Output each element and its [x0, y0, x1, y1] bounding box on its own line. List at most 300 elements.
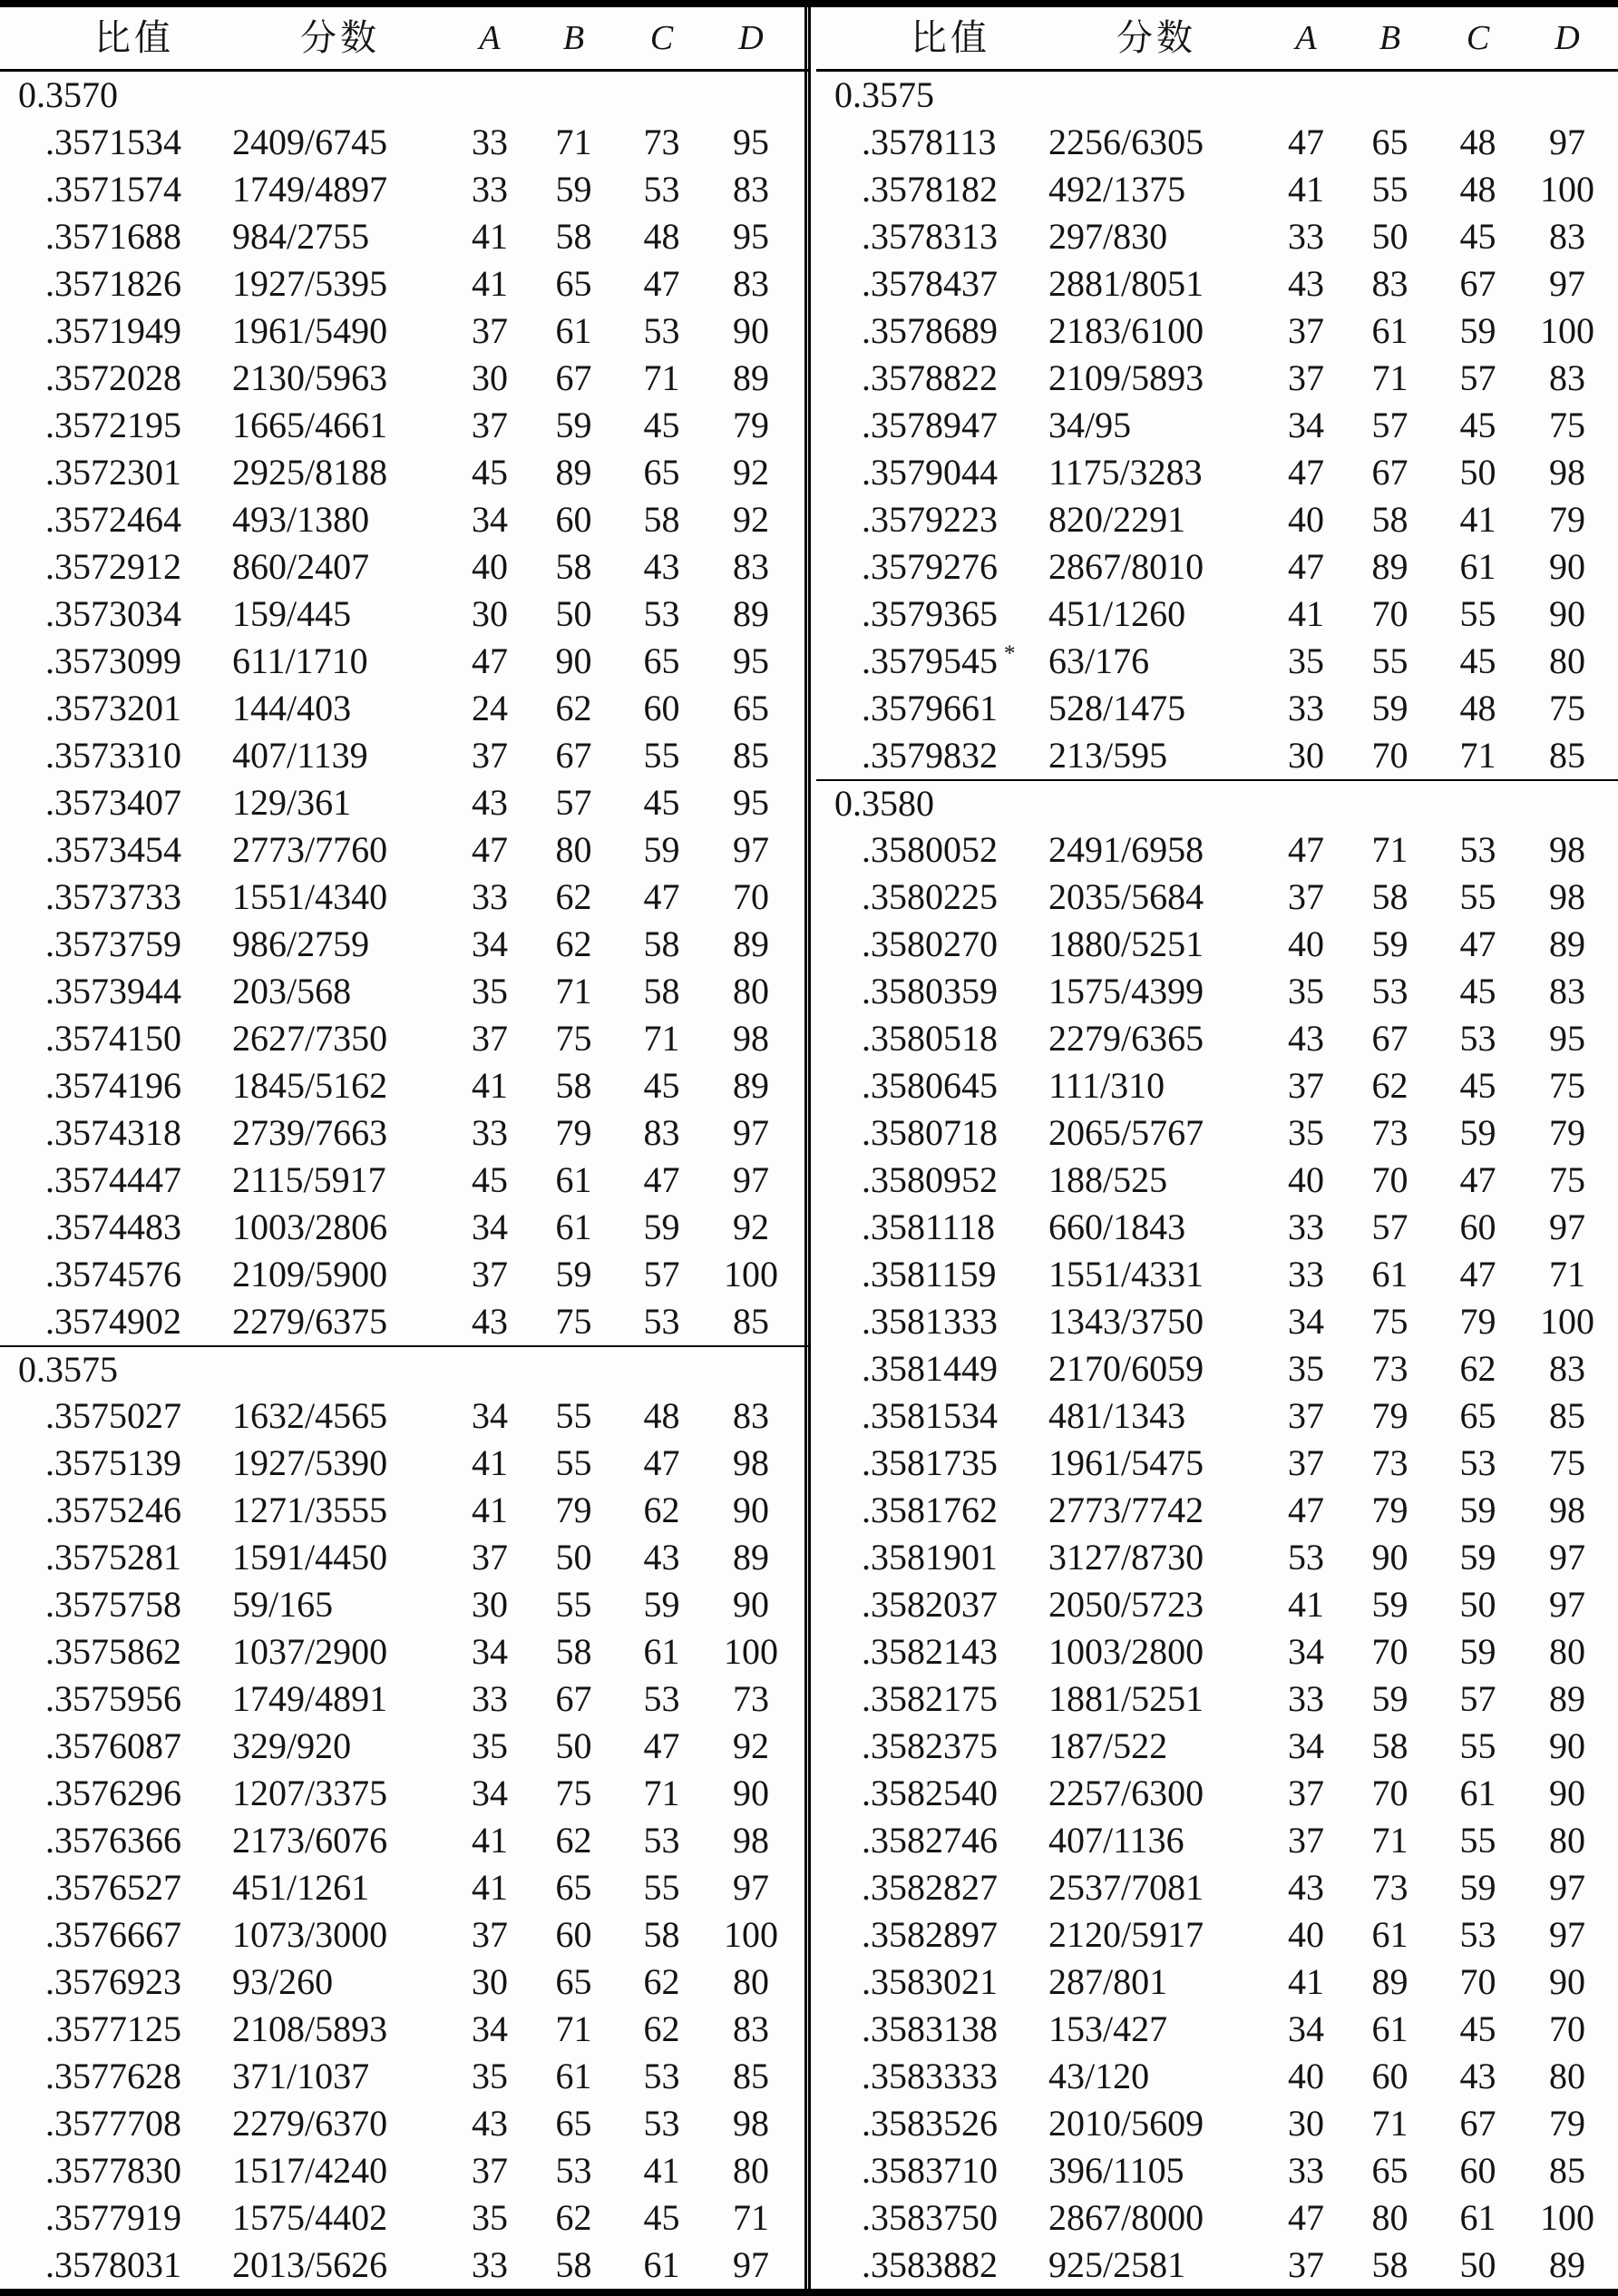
c-cell: 47 — [1459, 923, 1496, 964]
a-cell: 33 — [1288, 1678, 1324, 1719]
a-cell: 37 — [472, 405, 508, 445]
b-cell: 83 — [1371, 263, 1408, 304]
page-bottom-border — [0, 2289, 1618, 2296]
c-cell: 43 — [1459, 2056, 1496, 2096]
ratio-cell: .3582827 — [862, 1867, 998, 1908]
a-cell: 47 — [1288, 452, 1324, 493]
d-cell: 100 — [724, 1631, 778, 1672]
c-cell: 48 — [1459, 122, 1496, 162]
fraction-cell: 2115/5917 — [232, 1159, 386, 1200]
d-cell: 100 — [1540, 169, 1594, 210]
ratio-cell: .3579365 — [862, 593, 998, 634]
fraction-cell: 492/1375 — [1048, 169, 1186, 210]
ratio-cell: .3577830 — [45, 2150, 181, 2191]
b-cell: 75 — [555, 1018, 592, 1059]
section-header-row — [0, 1345, 809, 1392]
table-row — [816, 874, 1618, 921]
a-cell: 47 — [472, 640, 508, 681]
fraction-cell: 820/2291 — [1048, 499, 1186, 540]
fraction-cell: 2279/6370 — [232, 2103, 388, 2144]
table-row — [0, 1440, 809, 1487]
d-cell: 79 — [1549, 2103, 1585, 2144]
b-cell: 58 — [555, 216, 592, 257]
b-cell: 73 — [1371, 1442, 1408, 1483]
a-cell: 41 — [1288, 1961, 1324, 2002]
d-cell: 83 — [733, 169, 769, 210]
fraction-cell: 2867/8010 — [1048, 546, 1204, 587]
ratio-cell: .3575862 — [45, 1631, 181, 1672]
fraction-cell: 984/2755 — [232, 216, 370, 257]
a-cell: 34 — [1288, 2008, 1324, 2049]
d-cell: 83 — [733, 1395, 769, 1436]
c-cell: 53 — [643, 1301, 680, 1342]
ratio-cell: .3571574 — [45, 169, 181, 210]
c-cell: 59 — [1459, 1631, 1496, 1672]
b-cell: 50 — [555, 1725, 592, 1766]
c-cell: 59 — [1459, 310, 1496, 351]
a-cell: 34 — [1288, 405, 1324, 445]
c-cell: 48 — [643, 216, 680, 257]
d-cell: 97 — [733, 1112, 769, 1153]
d-cell: 90 — [1549, 1725, 1585, 1766]
table-row — [816, 1911, 1618, 1959]
d-cell: 100 — [724, 1254, 778, 1295]
table-row — [0, 1534, 809, 1581]
c-cell: 47 — [643, 1442, 680, 1483]
table-row — [0, 2100, 809, 2147]
ratio-cell: .3582143 — [862, 1631, 998, 1672]
table-row — [816, 1581, 1618, 1628]
table-row — [816, 119, 1618, 166]
c-cell: 45 — [1459, 2008, 1496, 2049]
a-cell: 37 — [1288, 1395, 1324, 1436]
a-cell: 35 — [1288, 971, 1324, 1011]
column-divider — [804, 0, 811, 2296]
d-cell: 97 — [1549, 1914, 1585, 1955]
fraction-cell: 2257/6300 — [1048, 1773, 1204, 1813]
table-row — [0, 2242, 809, 2289]
ratio-cell: .3582746 — [862, 1820, 998, 1861]
section-header-row — [816, 779, 1618, 826]
fraction-cell: 2183/6100 — [1048, 310, 1204, 351]
table-row — [0, 496, 809, 543]
a-cell: 34 — [472, 2008, 508, 2049]
fraction-cell: 1175/3283 — [1048, 452, 1203, 493]
fraction-cell: 451/1261 — [232, 1867, 370, 1908]
b-cell: 59 — [1371, 1584, 1408, 1625]
fraction-cell: 2109/5893 — [1048, 357, 1204, 398]
b-cell: 71 — [1371, 2103, 1408, 2144]
ratio-cell: .3573099 — [45, 640, 181, 681]
ratio-cell: .3575027 — [45, 1395, 181, 1436]
ratio-cell: .3578313 — [862, 216, 998, 257]
a-cell: 30 — [472, 593, 508, 634]
a-cell: 37 — [1288, 1820, 1324, 1861]
c-cell: 61 — [643, 1631, 680, 1672]
c-cell: 59 — [643, 1584, 680, 1625]
ratio-cell: .3581735 — [862, 1442, 998, 1483]
d-cell: 79 — [1549, 499, 1585, 540]
ratio-cell: .3571949 — [45, 310, 181, 351]
a-cell: 41 — [472, 1867, 508, 1908]
ratio-cell: .3573201 — [45, 688, 181, 728]
b-cell: 73 — [1371, 1348, 1408, 1389]
fraction-cell: 203/568 — [232, 971, 352, 1011]
d-cell: 98 — [1549, 1490, 1585, 1530]
ratio-cell: .3580359 — [862, 971, 998, 1011]
d-cell: 90 — [1549, 1961, 1585, 2002]
d-cell: 83 — [733, 546, 769, 587]
d-cell: 73 — [733, 1678, 769, 1719]
d-cell: 90 — [1549, 1773, 1585, 1813]
ratio-cell: .3578947 — [862, 405, 998, 445]
a-cell: 34 — [1288, 1301, 1324, 1342]
c-cell: 43 — [643, 1537, 680, 1578]
d-cell: 80 — [733, 971, 769, 1011]
ratio-cell: .3573733 — [45, 876, 181, 917]
d-cell: 80 — [1549, 2056, 1585, 2096]
d-cell: 85 — [1549, 2150, 1585, 2191]
d-cell: 71 — [1549, 1254, 1585, 1295]
table-row — [0, 2053, 809, 2100]
fraction-cell: 1927/5390 — [232, 1442, 388, 1483]
table-row — [816, 2100, 1618, 2147]
b-cell: 62 — [1371, 1065, 1408, 1106]
ratio-cell: .3583021 — [862, 1961, 998, 2002]
d-cell: 97 — [1549, 1584, 1585, 1625]
c-cell: 65 — [643, 452, 680, 493]
d-cell: 83 — [1549, 1348, 1585, 1389]
a-cell: 47 — [472, 829, 508, 870]
c-cell: 62 — [643, 1961, 680, 2002]
section-header-row — [816, 72, 1618, 119]
c-cell: 65 — [1459, 1395, 1496, 1436]
c-cell: 53 — [1459, 1914, 1496, 1955]
table-row — [0, 213, 809, 260]
b-cell: 61 — [1371, 2008, 1408, 2049]
a-cell: 34 — [472, 1395, 508, 1436]
column-header-fraction: 分数 — [1116, 17, 1196, 58]
b-cell: 67 — [1371, 1018, 1408, 1059]
a-cell: 30 — [472, 357, 508, 398]
table-row — [0, 874, 809, 921]
fraction-cell: 1551/4340 — [232, 876, 388, 917]
d-cell: 92 — [733, 499, 769, 540]
d-cell: 89 — [733, 357, 769, 398]
table-row — [816, 2053, 1618, 2100]
c-cell: 45 — [1459, 640, 1496, 681]
c-cell: 41 — [1459, 499, 1496, 540]
section-header-row — [0, 72, 809, 119]
fraction-cell: 371/1037 — [232, 2056, 370, 2096]
c-cell: 45 — [643, 405, 680, 445]
b-cell: 79 — [555, 1490, 592, 1530]
a-cell: 33 — [472, 1678, 508, 1719]
ratio-cell: .3579276 — [862, 546, 998, 587]
a-cell: 43 — [1288, 1867, 1324, 1908]
table-row — [816, 2194, 1618, 2242]
fraction-cell: 1749/4897 — [232, 169, 388, 210]
ratio-cell: .3577125 — [45, 2008, 181, 2049]
c-cell: 61 — [1459, 1773, 1496, 1813]
a-cell: 43 — [1288, 1018, 1324, 1059]
ratio-cell: .3574196 — [45, 1065, 181, 1106]
b-cell: 53 — [1371, 971, 1408, 1011]
fraction-cell: 2120/5917 — [1048, 1914, 1204, 1955]
table-row — [816, 1534, 1618, 1581]
fraction-cell: 396/1105 — [1048, 2150, 1184, 2191]
column-header-b: B — [562, 19, 585, 57]
b-cell: 61 — [555, 1207, 592, 1247]
ratio-cell: .3574576 — [45, 1254, 181, 1295]
fraction-cell: 1517/4240 — [232, 2150, 388, 2191]
d-cell: 80 — [1549, 640, 1585, 681]
ratio-cell: .3577708 — [45, 2103, 181, 2144]
a-cell: 35 — [472, 971, 508, 1011]
d-cell: 65 — [733, 688, 769, 728]
b-cell: 65 — [1371, 122, 1408, 162]
table-row — [0, 449, 809, 496]
table-row — [0, 2147, 809, 2194]
table-row — [0, 1628, 809, 1676]
c-cell: 43 — [643, 546, 680, 587]
ratio-cell: .3573034 — [45, 593, 181, 634]
table-right — [809, 7, 1618, 2289]
d-cell: 97 — [1549, 1537, 1585, 1578]
ratio-cell: .3579832 — [862, 735, 998, 776]
table-row — [816, 496, 1618, 543]
ratio-cell: .3578031 — [45, 2244, 181, 2285]
d-cell: 75 — [1549, 1065, 1585, 1106]
d-cell: 97 — [733, 829, 769, 870]
fraction-cell: 144/403 — [232, 688, 352, 728]
a-cell: 33 — [1288, 216, 1324, 257]
d-cell: 83 — [733, 2008, 769, 2049]
table-row — [816, 1487, 1618, 1534]
c-cell: 53 — [643, 169, 680, 210]
c-cell: 71 — [643, 1018, 680, 1059]
table-row — [816, 1864, 1618, 1911]
b-cell: 61 — [555, 2056, 592, 2096]
b-cell: 71 — [1371, 829, 1408, 870]
fraction-cell: 93/260 — [232, 1961, 334, 2002]
d-cell: 97 — [733, 2244, 769, 2285]
a-cell: 34 — [1288, 1725, 1324, 1766]
fraction-cell: 528/1475 — [1048, 688, 1186, 728]
ratio-cell: .3582540 — [862, 1773, 998, 1813]
b-cell: 79 — [1371, 1490, 1408, 1530]
table-row — [0, 1723, 809, 1770]
ratio-cell: .3581534 — [862, 1395, 998, 1436]
table-row — [0, 355, 809, 402]
b-cell: 80 — [1371, 2197, 1408, 2238]
d-cell: 75 — [1549, 1159, 1585, 1200]
table-row — [0, 968, 809, 1015]
table-row — [0, 1581, 809, 1628]
a-cell: 43 — [472, 2103, 508, 2144]
a-cell: 41 — [472, 1820, 508, 1861]
c-cell: 48 — [643, 1395, 680, 1436]
fraction-cell: 1073/3000 — [232, 1914, 388, 1955]
c-cell: 55 — [1459, 593, 1496, 634]
ratio-cell: .3573944 — [45, 971, 181, 1011]
ratio-cell: .3579044 — [862, 452, 998, 493]
d-cell: 85 — [733, 735, 769, 776]
b-cell: 50 — [555, 593, 592, 634]
a-cell: 47 — [1288, 546, 1324, 587]
ratio-cell: .3574318 — [45, 1112, 181, 1153]
table-row — [0, 1864, 809, 1911]
c-cell: 58 — [643, 923, 680, 964]
b-cell: 58 — [1371, 876, 1408, 917]
ratio-cell: .3576087 — [45, 1725, 181, 1766]
fraction-cell: 407/1136 — [1048, 1820, 1184, 1861]
c-cell: 48 — [1459, 688, 1496, 728]
ratio-cell: .3572301 — [45, 452, 181, 493]
b-cell: 61 — [555, 310, 592, 351]
fraction-cell: 660/1843 — [1048, 1207, 1186, 1247]
ratio-cell: .3573310 — [45, 735, 181, 776]
table-row — [0, 591, 809, 638]
d-cell: 95 — [733, 782, 769, 823]
b-cell: 70 — [1371, 1631, 1408, 1672]
d-cell: 97 — [733, 1867, 769, 1908]
ratio-cell: .3574483 — [45, 1207, 181, 1247]
fraction-cell: 2491/6958 — [1048, 829, 1204, 870]
d-cell: 85 — [733, 2056, 769, 2096]
b-cell: 59 — [555, 405, 592, 445]
fraction-cell: 2867/8000 — [1048, 2197, 1204, 2238]
a-cell: 40 — [1288, 1159, 1324, 1200]
fraction-cell: 34/95 — [1048, 405, 1132, 445]
c-cell: 62 — [643, 1490, 680, 1530]
b-cell: 70 — [1371, 1773, 1408, 1813]
d-cell: 80 — [1549, 1631, 1585, 1672]
a-cell: 33 — [1288, 1207, 1324, 1247]
d-cell: 100 — [724, 1914, 778, 1955]
c-cell: 45 — [643, 782, 680, 823]
a-cell: 34 — [1288, 1631, 1324, 1672]
fraction-cell: 1271/3555 — [232, 1490, 388, 1530]
a-cell: 34 — [472, 923, 508, 964]
fraction-cell: 2279/6375 — [232, 1301, 388, 1342]
b-cell: 58 — [1371, 499, 1408, 540]
b-cell: 90 — [1371, 1537, 1408, 1578]
a-cell: 43 — [472, 782, 508, 823]
column-header-row — [0, 7, 809, 72]
c-cell: 48 — [1459, 169, 1496, 210]
a-cell: 34 — [472, 1773, 508, 1813]
ratio-cell: .3577919 — [45, 2197, 181, 2238]
c-cell: 70 — [1459, 1961, 1496, 2002]
c-cell: 55 — [1459, 1820, 1496, 1861]
ratio-cell: .3580645 — [862, 1065, 998, 1106]
a-cell: 43 — [1288, 263, 1324, 304]
a-cell: 41 — [1288, 1584, 1324, 1625]
column-header-fraction: 分数 — [300, 17, 380, 58]
column-header-row — [816, 7, 1618, 72]
b-cell: 89 — [1371, 1961, 1408, 2002]
b-cell: 67 — [555, 1678, 592, 1719]
table-row — [0, 2194, 809, 2242]
ratio-cell: .3575246 — [45, 1490, 181, 1530]
table-row — [816, 638, 1618, 685]
table-row — [0, 1062, 809, 1109]
column-header-c: C — [649, 19, 674, 57]
b-cell: 73 — [1371, 1112, 1408, 1153]
c-cell: 47 — [643, 1159, 680, 1200]
fraction-cell: 481/1343 — [1048, 1395, 1186, 1436]
ratio-cell: .3582175 — [862, 1678, 998, 1719]
d-cell: 85 — [1549, 1395, 1585, 1436]
fraction-cell: 2173/6076 — [232, 1820, 388, 1861]
fraction-cell: 2773/7742 — [1048, 1490, 1204, 1530]
d-cell: 85 — [1549, 735, 1585, 776]
b-cell: 65 — [1371, 2150, 1408, 2191]
fraction-cell: 3127/8730 — [1048, 1537, 1204, 1578]
c-cell: 59 — [1459, 1112, 1496, 1153]
d-cell: 98 — [733, 2103, 769, 2144]
fraction-cell: 2013/5626 — [232, 2244, 388, 2285]
a-cell: 33 — [472, 1112, 508, 1153]
c-cell: 73 — [643, 122, 680, 162]
d-cell: 97 — [733, 1159, 769, 1200]
section-label: 0.3580 — [834, 783, 934, 824]
a-cell: 34 — [472, 1207, 508, 1247]
a-cell: 37 — [472, 735, 508, 776]
b-cell: 65 — [555, 1867, 592, 1908]
c-cell: 45 — [1459, 216, 1496, 257]
table-row — [816, 1723, 1618, 1770]
table-row — [0, 1392, 809, 1440]
c-cell: 58 — [643, 499, 680, 540]
ratio-cell: .3574902 — [45, 1301, 181, 1342]
fraction-cell: 2773/7760 — [232, 829, 388, 870]
d-cell: 83 — [1549, 216, 1585, 257]
d-cell: 95 — [733, 216, 769, 257]
c-cell: 59 — [1459, 1490, 1496, 1530]
a-cell: 37 — [1288, 876, 1324, 917]
b-cell: 58 — [555, 546, 592, 587]
table-row — [816, 2242, 1618, 2289]
c-cell: 53 — [643, 1820, 680, 1861]
ratio-cell: .3571688 — [45, 216, 181, 257]
fraction-cell: 59/165 — [232, 1584, 334, 1625]
column-header-ratio: 比值 — [94, 17, 174, 58]
fraction-cell: 2065/5767 — [1048, 1112, 1204, 1153]
b-cell: 65 — [555, 263, 592, 304]
a-cell: 41 — [1288, 169, 1324, 210]
ratio-cell: .3583882 — [862, 2244, 998, 2285]
table-row — [816, 2147, 1618, 2194]
column-header-d: D — [738, 19, 764, 57]
c-cell: 59 — [1459, 1537, 1496, 1578]
table-row — [0, 2006, 809, 2053]
d-cell: 98 — [733, 1820, 769, 1861]
c-cell: 45 — [1459, 971, 1496, 1011]
fraction-cell: 153/427 — [1048, 2008, 1168, 2049]
a-cell: 40 — [1288, 499, 1324, 540]
d-cell: 97 — [1549, 1207, 1585, 1247]
a-cell: 35 — [1288, 1112, 1324, 1153]
table-row — [816, 1770, 1618, 1817]
d-cell: 97 — [1549, 263, 1585, 304]
fraction-cell: 297/830 — [1048, 216, 1168, 257]
a-cell: 37 — [1288, 1773, 1324, 1813]
table-row — [816, 260, 1618, 308]
ratio-cell: .3581762 — [862, 1490, 998, 1530]
c-cell: 50 — [1459, 2244, 1496, 2285]
